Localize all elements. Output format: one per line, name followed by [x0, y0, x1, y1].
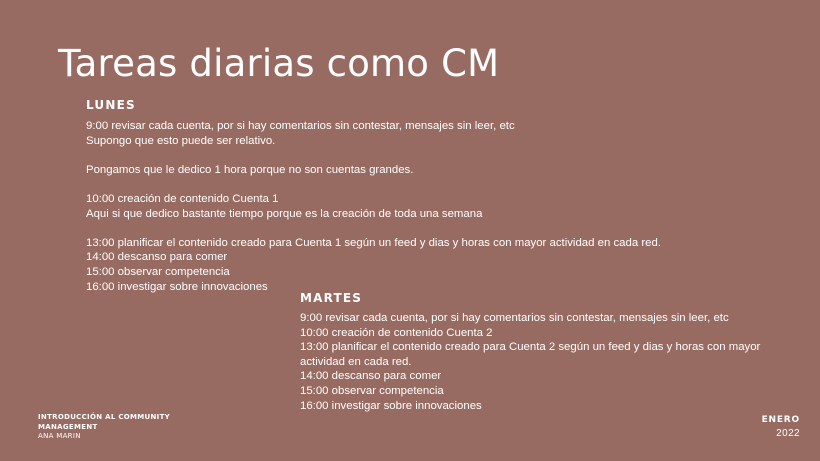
monday-heading: LUNES: [86, 98, 136, 112]
tuesday-heading: MARTES: [300, 291, 363, 305]
monday-line: 14:00 descanso para comer: [86, 251, 228, 264]
monday-line: 13:00 planificar el contenido creado para Cuenta 1 según un feed y dias y horas con mayor actividad en cada red.: [86, 236, 661, 249]
monday-line: 9:00 revisar cada cuenta, por si hay comentarios sin contestar, mensajes sin leer, etc: [86, 120, 515, 132]
monday-line: Pongamos que le dedico 1 hora porque no son cuentas grandes.: [86, 163, 414, 176]
monday-line: [86, 177, 661, 192]
monday-line: [86, 221, 661, 236]
course-name: INTRODUCCIÓN AL COMMUNITY MANAGEMENT: [38, 413, 171, 431]
footer-year: 2022: [776, 428, 800, 439]
monday-line: 15:00 observar competencia: [86, 265, 230, 278]
tuesday-line: 13:00 planificar el contenido creado para Cuenta 2 según un feed y dias y horas con mayor actividad en cada red.: [300, 341, 761, 368]
slide-title: Tareas diarias como CM: [58, 42, 500, 85]
monday-line: Supongo que esto puede ser relativo.: [86, 134, 276, 147]
monday-line: 16:00 investigar sobre innovaciones: [86, 280, 268, 293]
tuesday-line: 14:00 descanso para comer: [300, 370, 442, 383]
monday-line: [86, 148, 661, 163]
footer-course-info: [38, 413, 178, 442]
footer-date: [762, 414, 800, 440]
monday-line: Aqui si que dedico bastante tiempo porque es la creación de toda una semana: [86, 207, 483, 220]
tuesday-task-list: [300, 311, 770, 413]
author-name: ANA MARIN: [38, 432, 81, 440]
monday-line: 10:00 creación de contenido Cuenta 1: [86, 192, 279, 205]
tuesday-line: 16:00 investigar sobre innovaciones: [300, 399, 482, 412]
monday-task-list: [86, 119, 661, 294]
tuesday-line: 10:00 creación de contenido Cuenta 2: [300, 326, 493, 339]
tuesday-line: 9:00 revisar cada cuenta, por si hay comentarios sin contestar, mensajes sin leer, etc: [300, 312, 729, 324]
footer-month: ENERO: [761, 415, 800, 425]
tuesday-line: 15:00 observar competencia: [300, 384, 444, 397]
